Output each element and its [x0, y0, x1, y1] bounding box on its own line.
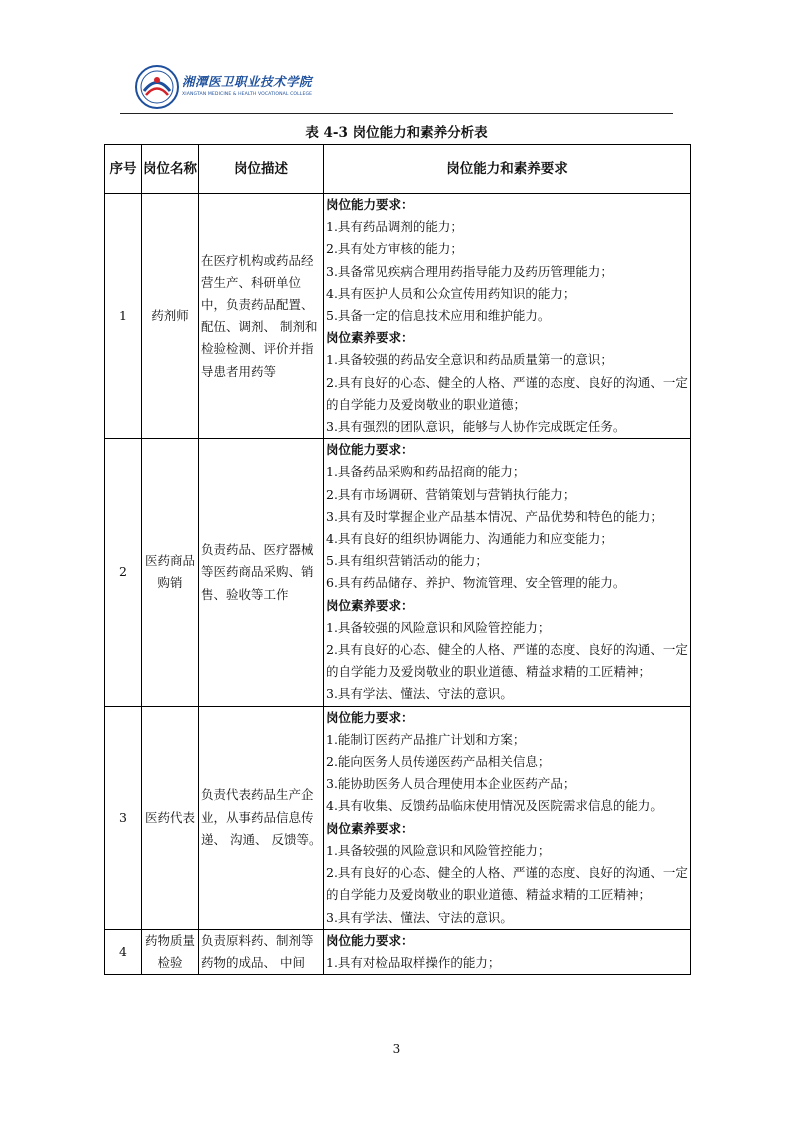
quality-item: 1.具备较强的风险意识和风险管控能力；	[326, 619, 551, 635]
row-requirements	[324, 439, 691, 706]
ability-item: 6.具有药品储存、养护、物流管理、安全管理的能力。	[326, 575, 626, 591]
row-no: 3	[105, 706, 142, 929]
ability-item: 3.能协助医务人员合理使用本企业医药产品；	[326, 776, 576, 792]
quality-item: 3.具有强烈的团队意识，能够与人协作完成既定任务。	[326, 419, 626, 435]
col-header-desc: 岗位描述	[199, 145, 324, 194]
row-requirements	[324, 194, 691, 439]
college-logo-icon	[134, 64, 180, 110]
ability-item: 1.能制订医药产品推广计划和方案；	[326, 731, 526, 747]
ability-item: 4.具有良好的组织协调能力、沟通能力和应变能力；	[326, 531, 613, 547]
quality-title: 岗位素养要求：	[326, 597, 414, 613]
ability-item: 1.具有对检品取样操作的能力；	[326, 954, 501, 970]
quality-title: 岗位素养要求：	[326, 820, 414, 836]
row-no: 4	[105, 929, 142, 974]
header-rule	[120, 113, 673, 114]
quality-item: 3.具有学法、懂法、守法的意识。	[326, 909, 513, 925]
ability-title: 岗位能力要求：	[326, 197, 414, 212]
ability-title: 岗位能力要求：	[326, 932, 414, 948]
row-name: 医药代表	[142, 706, 199, 929]
ability-item: 1.具有药品调剂的能力；	[326, 219, 463, 235]
quality-item: 3.具有学法、懂法、守法的意识。	[326, 686, 513, 702]
table-row	[105, 706, 691, 929]
col-header-req: 岗位能力和素养要求	[324, 145, 691, 194]
row-requirements	[324, 706, 691, 929]
analysis-table	[104, 144, 691, 975]
ability-item: 3.具备常见疾病合理用药指导能力及药历管理能力；	[326, 263, 613, 279]
row-name: 药物质量检验	[142, 929, 199, 974]
row-desc: 负责代表药品生产企业，从事药品信息传递、 沟通、 反馈等。	[199, 706, 324, 929]
row-no: 1	[105, 194, 142, 439]
page-number: 3	[392, 1042, 401, 1056]
quality-item: 1.具备较强的药品安全意识和药品质量第一的意识；	[326, 352, 613, 368]
college-title	[182, 72, 312, 97]
quality-title: 岗位素养要求：	[326, 330, 414, 346]
quality-item: 2.具有良好的心态、健全的人格、严谨的态度、良好的沟通、一定的自学能力及爱岗敬业的职业道德、精益求精的工匠精神；	[326, 642, 688, 680]
ability-item: 2.能向医务人员传递医药产品相关信息；	[326, 754, 551, 770]
col-header-no: 序号	[105, 145, 142, 194]
row-requirements	[324, 929, 691, 974]
row-desc: 负责原料药、制剂等药物的成品、 中间	[199, 929, 324, 974]
ability-item: 4.具有收集、反馈药品临床使用情况及医院需求信息的能力。	[326, 798, 663, 814]
ability-item: 5.具备一定的信息技术应用和维护能力。	[326, 308, 551, 324]
ability-title: 岗位能力要求：	[326, 709, 414, 725]
page-header	[120, 62, 680, 114]
table-caption: 表 4-3 岗位能力和素养分析表	[305, 125, 488, 141]
ability-item: 2.具有处方审核的能力；	[326, 241, 463, 257]
row-desc: 负责药品、医疗器械等医药商品采购、销售、验收等工作	[199, 439, 324, 706]
ability-item: 5.具有组织营销活动的能力；	[326, 553, 488, 569]
college-name-en: XIANGTAN MEDICINE & HEALTH VOCATIONAL COLLEGE	[182, 92, 313, 97]
row-name: 药剂师	[142, 194, 199, 439]
ability-item: 2.具有市场调研、营销策划与营销执行能力；	[326, 486, 576, 502]
col-header-name: 岗位名称	[142, 145, 199, 194]
ability-item: 4.具有医护人员和公众宣传用药知识的能力；	[326, 285, 576, 301]
quality-item: 1.具备较强的风险意识和风险管控能力；	[326, 842, 551, 858]
row-no: 2	[105, 439, 142, 706]
college-name: 湘潭医卫职业技术学院	[182, 74, 313, 89]
table-row	[105, 194, 691, 439]
table-row	[105, 929, 691, 974]
quality-item: 2.具有良好的心态、健全的人格、严谨的态度、良好的沟通、一定的自学能力及爱岗敬业的职业道德、精益求精的工匠精神；	[326, 865, 688, 903]
ability-item: 3.具有及时掌握企业产品基本情况、产品优势和特色的能力；	[326, 508, 663, 524]
table-row	[105, 439, 691, 706]
ability-title: 岗位能力要求：	[326, 442, 414, 458]
ability-item: 1.具备药品采购和药品招商的能力；	[326, 464, 526, 480]
quality-item: 2.具有良好的心态、健全的人格、严谨的态度、良好的沟通、一定的自学能力及爱岗敬业的职业道德；	[326, 374, 688, 412]
row-name: 医药商品购销	[142, 439, 199, 706]
row-desc: 在医疗机构或药品经营生产、科研单位中，负责药品配置、配伍、调剂、 制剂和检验检测、评价并指导患者用药等	[199, 194, 324, 439]
header-row	[105, 145, 691, 194]
